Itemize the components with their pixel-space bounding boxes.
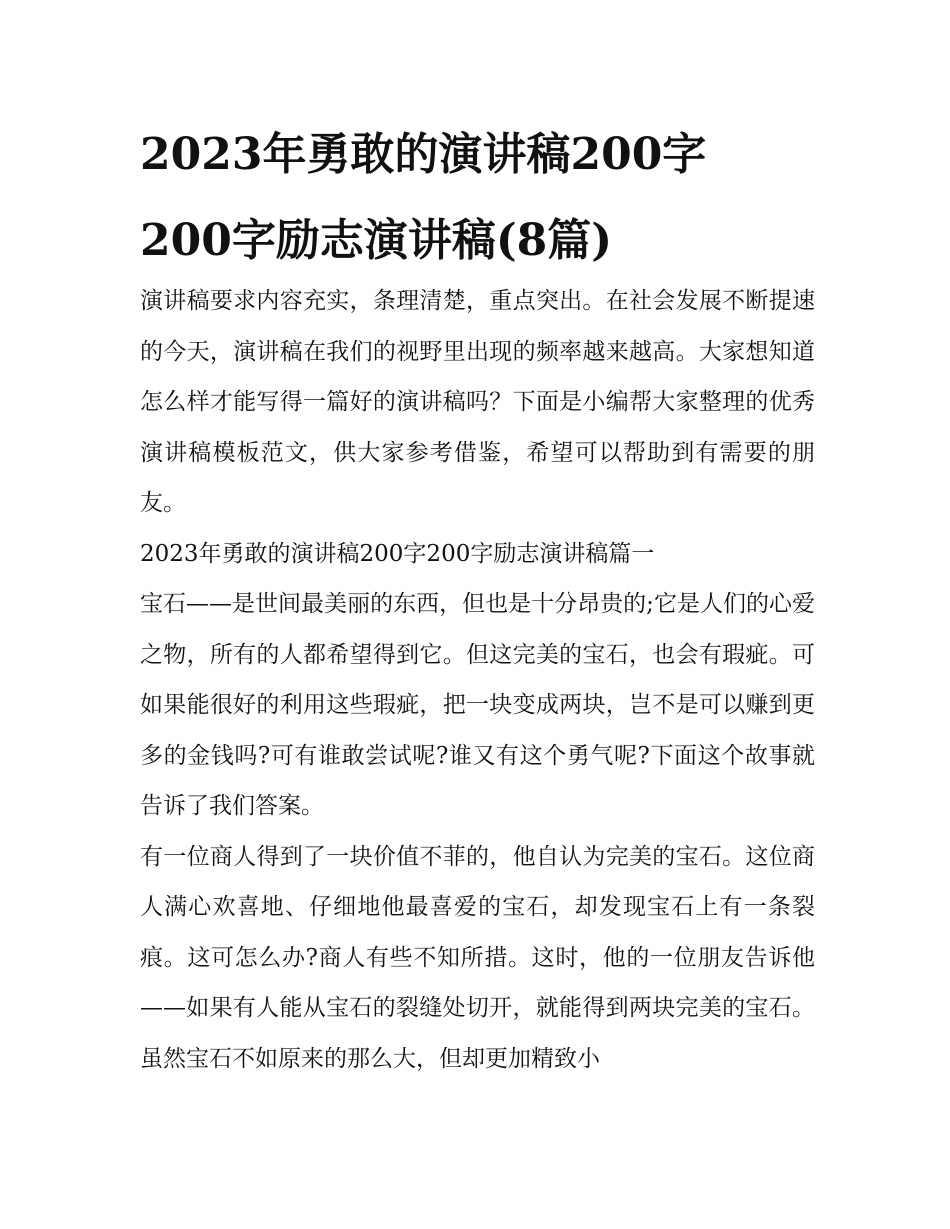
body-paragraph: 宝石——是世间最美丽的东西，但也是十分昂贵的;它是人们的心爱之物，所有的人都希望得到它。但这完美的宝石，也会有瑕疵。可如果能很好的利用这些瑕疵，把一块变成两块，岂不是可以赚到更多的金钱吗?可有谁敢尝试呢?谁又有这个勇气呢?下面这个故事就告诉了我们答案。 [140, 591, 815, 819]
title-line-2: 200字励志演讲稿(8篇) [140, 215, 613, 266]
intro-paragraph: 演讲稿要求内容充实，条理清楚，重点突出。在社会发展不断提速的今天，演讲稿在我们的视野里出现的频率越来越高。大家想知道怎么样才能写得一篇好的演讲稿吗？下面是小编帮大家整理的优秀演讲稿模板范文，供大家参考借鉴，希望可以帮助到有需要的朋友。 [140, 288, 815, 516]
document-body [140, 276, 815, 1084]
title-line-1: 2023年勇敢的演讲稿200字 [140, 129, 707, 180]
section-heading: 2023年勇敢的演讲稿200字200字励志演讲稿篇一 [140, 540, 655, 567]
document-title [140, 112, 820, 284]
body-paragraph: 有一位商人得到了一块价值不菲的，他自认为完美的宝石。这位商人满心欢喜地、仔细地他最喜爱的宝石，却发现宝石上有一条裂痕。这可怎么办?商人有些不知所措。这时，他的一位朋友告诉他——如果有人能从宝石的裂缝处切开，就能得到两块完美的宝石。虽然宝石不如原来的那么大，但却更加精致小 [140, 843, 815, 1072]
